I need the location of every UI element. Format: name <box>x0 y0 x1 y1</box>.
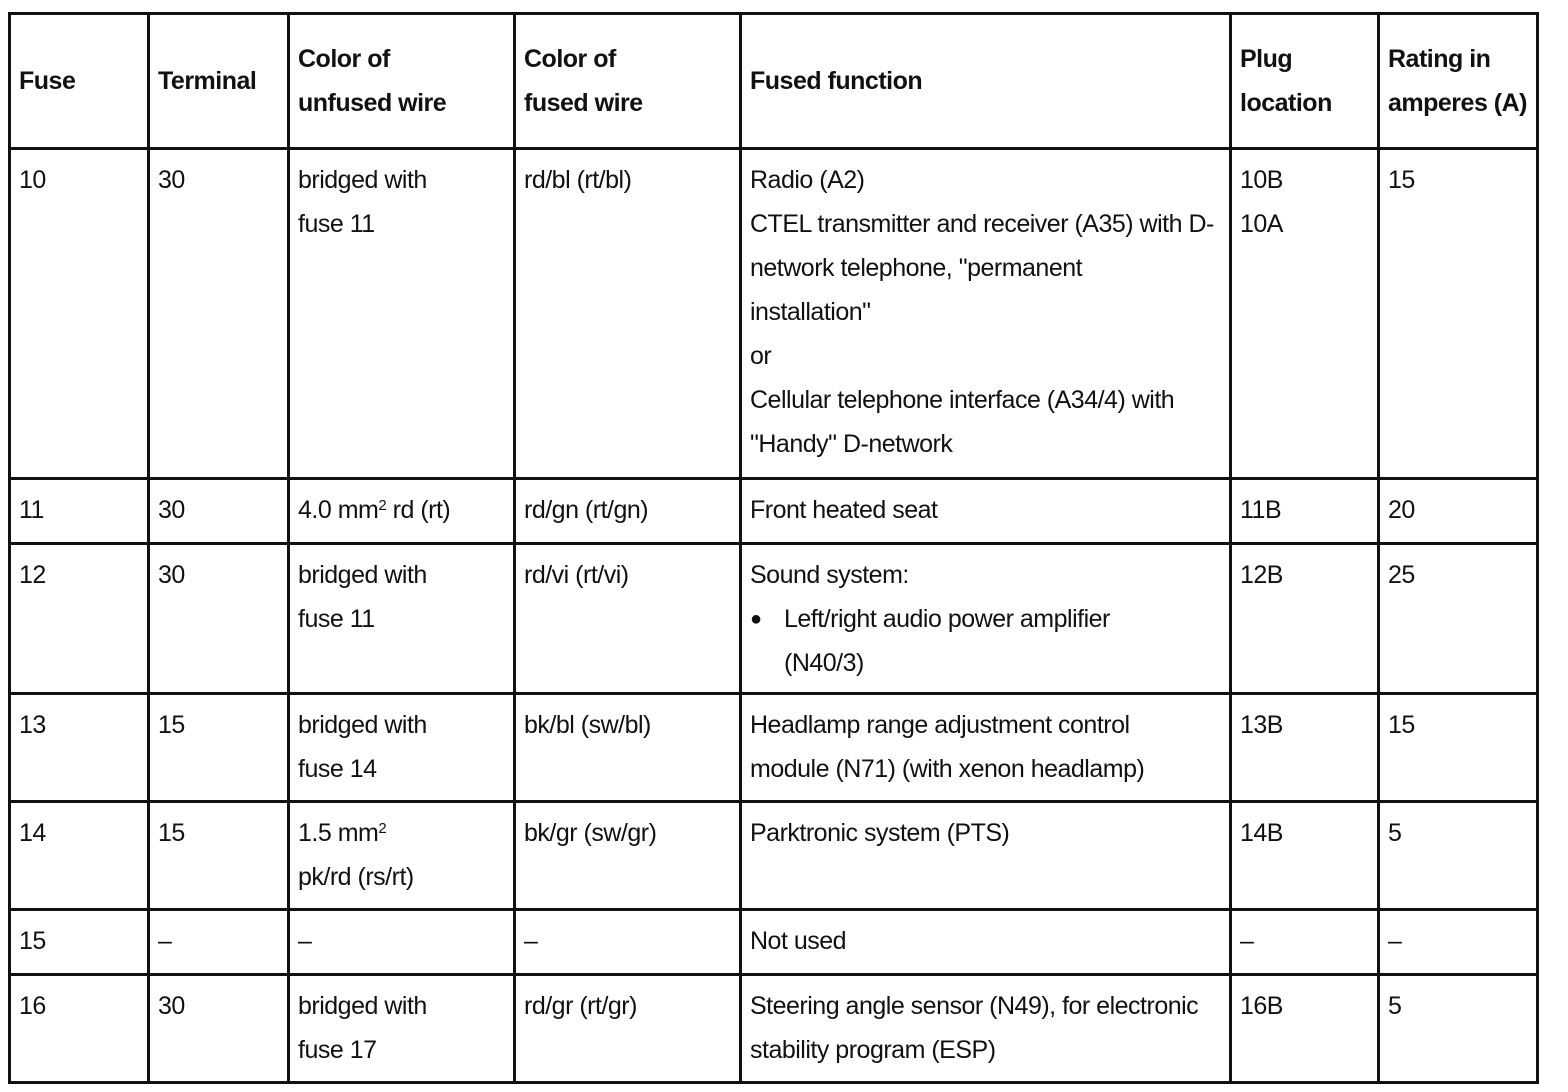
table-row <box>10 149 1538 479</box>
cell-fuse: 15 <box>10 910 149 975</box>
header-fused-wire: Color of fused wire <box>515 14 741 149</box>
header-unfused-wire: Color of unfused wire <box>289 14 515 149</box>
cell-fused: rd/gn (rt/gn) <box>515 479 741 544</box>
cell-plug: 12B <box>1231 544 1379 694</box>
cell-rating: 5 <box>1379 802 1538 910</box>
cell-terminal: 15 <box>149 802 289 910</box>
cell-fuse: 11 <box>10 479 149 544</box>
cell-plug: 16B <box>1231 975 1379 1083</box>
cell-terminal: 30 <box>149 479 289 544</box>
table-row <box>10 544 1538 694</box>
table-row <box>10 802 1538 910</box>
cell-function: Not used <box>741 910 1231 975</box>
header-plug-location: Plug location <box>1231 14 1379 149</box>
cell-unfused: 4.0 $mm^2$ rd (rt) <box>289 479 515 544</box>
table-row <box>10 910 1538 975</box>
table-row <box>10 479 1538 544</box>
cell-function: Parktronic system (PTS) <box>741 802 1231 910</box>
header-terminal: Terminal <box>149 14 289 149</box>
bullet-icon: ● <box>750 608 762 630</box>
cell-fuse: 16 <box>10 975 149 1083</box>
cell-terminal: 30 <box>149 975 289 1083</box>
cell-fuse: 13 <box>10 694 149 802</box>
cell-rating: 15 <box>1379 149 1538 479</box>
cell-fuse: 14 <box>10 802 149 910</box>
cell-terminal: 30 <box>149 544 289 694</box>
cell-fuse: 12 <box>10 544 149 694</box>
cell-fused: – <box>515 910 741 975</box>
cell-rating: – <box>1379 910 1538 975</box>
cell-fused: rd/bl (rt/bl) <box>515 149 741 479</box>
cell-fused: bk/bl (sw/bl) <box>515 694 741 802</box>
cell-plug: 13B <box>1231 694 1379 802</box>
cell-rating: 25 <box>1379 544 1538 694</box>
cell-fused: rd/gr (rt/gr) <box>515 975 741 1083</box>
cell-function: Steering angle sensor (N49), for electronic stability program (ESP) <box>741 975 1231 1083</box>
cell-function: Sound system: ● Left/right audio power amplifier (N40/3) <box>741 544 1231 694</box>
cell-function: Front heated seat <box>741 479 1231 544</box>
cell-fused: bk/gr (sw/gr) <box>515 802 741 910</box>
cell-fused: rd/vi (rt/vi) <box>515 544 741 694</box>
table-row <box>10 975 1538 1083</box>
cell-plug: 14B <box>1231 802 1379 910</box>
cell-terminal: – <box>149 910 289 975</box>
cell-unfused: bridged with fuse 11 <box>289 544 515 694</box>
cell-unfused: bridged with fuse 11 <box>289 149 515 479</box>
cell-plug: 10B 10A <box>1231 149 1379 479</box>
cell-unfused: bridged with fuse 17 <box>289 975 515 1083</box>
cell-rating: 15 <box>1379 694 1538 802</box>
cell-plug: – <box>1231 910 1379 975</box>
header-fuse: Fuse <box>10 14 149 149</box>
fuse-table <box>8 12 1539 1084</box>
cell-unfused: – <box>289 910 515 975</box>
cell-fuse: 10 <box>10 149 149 479</box>
table-header-row <box>10 14 1538 149</box>
cell-function: Radio (A2) CTEL transmitter and receiver (A35) with D- network telephone, "permanent installation" or Cellular telephone interface (A34/4) with "Handy" D-network <box>741 149 1231 479</box>
cell-unfused: 1.5 $mm^2$ pk/rd (rs/rt) <box>289 802 515 910</box>
cell-terminal: 30 <box>149 149 289 479</box>
cell-rating: 20 <box>1379 479 1538 544</box>
header-rating: Rating in amperes (A) <box>1379 14 1538 149</box>
table-row <box>10 694 1538 802</box>
cell-function: Headlamp range adjustment control module (N71) (with xenon headlamp) <box>741 694 1231 802</box>
cell-unfused: bridged with fuse 14 <box>289 694 515 802</box>
header-fused-function: Fused function <box>741 14 1231 149</box>
cell-terminal: 15 <box>149 694 289 802</box>
cell-rating: 5 <box>1379 975 1538 1083</box>
bullet-item: ● Left/right audio power amplifier (N40/3) <box>750 597 1223 685</box>
cell-plug: 11B <box>1231 479 1379 544</box>
